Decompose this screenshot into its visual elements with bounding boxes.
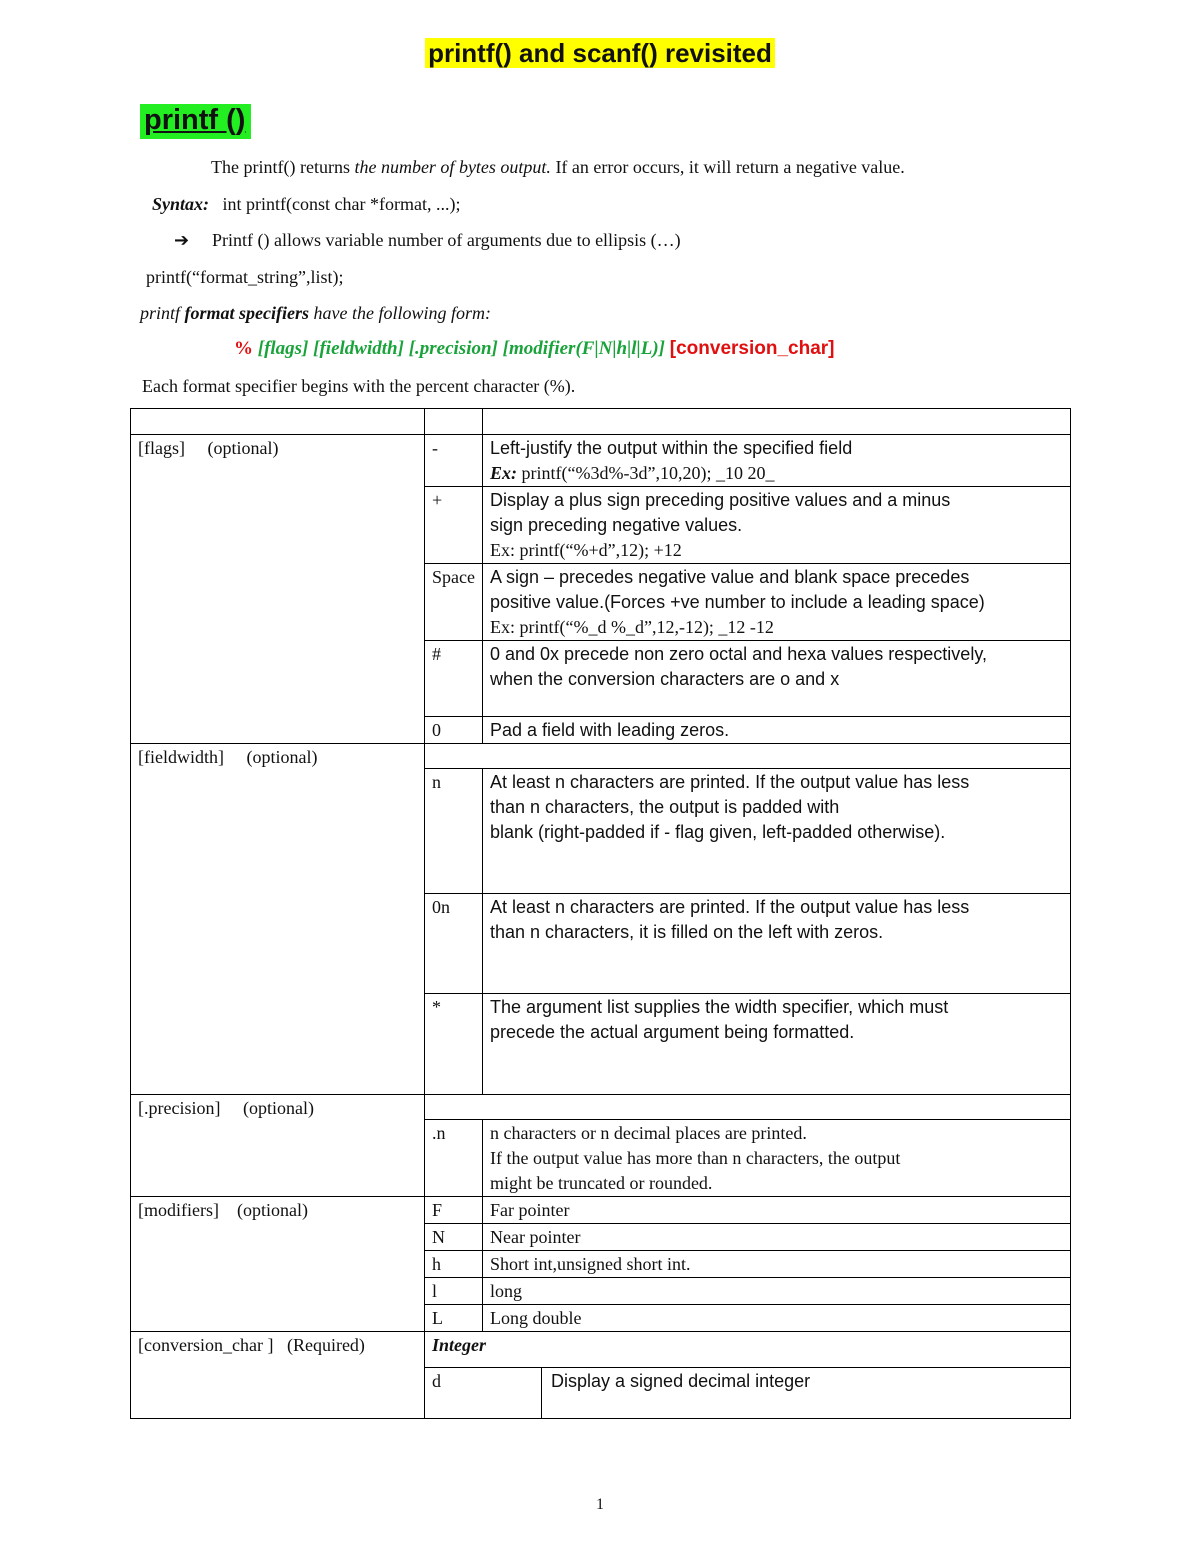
modifiers-label: [modifiers]: [138, 1200, 219, 1220]
flag-example-text: printf(“%3d%-3d”,10,20); _10 20_: [517, 463, 775, 483]
format-intro-b: format specifiers: [184, 303, 309, 323]
intro-text-2: If an error occurs, it will return a negative value.: [550, 157, 905, 177]
fieldwidth-desc-line: At least n characters are printed. If the output value has less: [490, 772, 970, 792]
table-header-row: [131, 409, 1071, 435]
format-fieldwidth: [fieldwidth]: [313, 338, 404, 359]
fieldwidth-key: *: [425, 994, 483, 1095]
modifier-desc: Short int,unsigned short int.: [483, 1251, 1071, 1278]
modifiers-optional: (optional): [236, 1200, 308, 1220]
conversion-row-cell: [425, 1368, 1071, 1419]
document-title: [0, 38, 1200, 69]
flag-example-text: Ex: printf(“%_d %_d”,12,-12); _12 -12: [490, 617, 774, 637]
flag-example-label: Ex:: [490, 463, 517, 483]
flag-desc-line: 0 and 0x precede non zero octal and hexa values respectively,: [490, 644, 987, 664]
format-specifier-line: [234, 338, 835, 360]
flags-optional: (optional): [207, 438, 279, 458]
fieldwidth-desc-line: The argument list supplies the width specifier, which must: [490, 997, 949, 1017]
fieldwidth-desc-line: blank (right-padded if - flag given, left-padded otherwise).: [490, 822, 946, 842]
conversion-desc: Display a signed decimal integer: [551, 1371, 811, 1391]
table-row: [131, 1197, 1071, 1224]
table-row: [131, 435, 1071, 487]
flag-key: #: [425, 641, 483, 717]
flag-desc-line: when the conversion characters are o and x: [490, 669, 840, 689]
flag-key: +: [425, 487, 483, 564]
modifier-desc: long: [483, 1278, 1071, 1305]
modifiers-label-cell: [131, 1197, 425, 1332]
precision-desc-line: If the output value has more than n characters, the output: [490, 1148, 901, 1168]
flag-desc: [483, 487, 1071, 564]
format-modifier: [modifier(F|N|h|l|L)]: [502, 338, 666, 359]
modifier-key: N: [425, 1224, 483, 1251]
conversion-label-cell: [131, 1332, 425, 1419]
conversion-key: d: [425, 1368, 542, 1418]
format-precision: [.precision]: [408, 338, 498, 359]
flag-desc-line: sign preceding negative values.: [490, 515, 743, 535]
conversion-label: [conversion_char ]: [138, 1335, 274, 1355]
flag-example-text: Ex: printf(“%+d”,12); +12: [490, 540, 682, 560]
intro-emphasis: the number of bytes output.: [354, 157, 551, 177]
modifier-key: l: [425, 1278, 483, 1305]
table-cell: [425, 1095, 1071, 1120]
fieldwidth-desc-line: than n characters, the output is padded with: [490, 797, 840, 817]
syntax-label: Syntax:: [152, 194, 210, 214]
format-intro-line: [140, 303, 491, 324]
modifier-key: L: [425, 1305, 483, 1332]
precision-label-cell: [131, 1095, 425, 1197]
flag-desc: [483, 435, 1071, 487]
modifier-key: F: [425, 1197, 483, 1224]
modifier-desc: Near pointer: [483, 1224, 1071, 1251]
modifier-desc: Far pointer: [483, 1197, 1071, 1224]
table-cell: [483, 409, 1071, 435]
flag-desc-line: positive value.(Forces +ve number to include a leading space): [490, 592, 985, 612]
format-intro-a: printf: [140, 303, 185, 323]
format-conversion: [conversion_char]: [669, 338, 835, 359]
specifier-table: [130, 408, 1071, 1419]
document-title-text: printf() and scanf() revisited: [425, 38, 775, 68]
precision-optional: (optional): [242, 1098, 314, 1118]
fieldwidth-desc-line: At least n characters are printed. If the output value has less: [490, 897, 970, 917]
precision-label: [.precision]: [138, 1098, 221, 1118]
precision-desc: [483, 1120, 1071, 1197]
precision-desc-line: might be truncated or rounded.: [490, 1173, 713, 1193]
flag-desc: [483, 564, 1071, 641]
table-cell: [131, 409, 425, 435]
flags-label-cell: [131, 435, 425, 744]
format-intro-c: have the following form:: [309, 303, 491, 323]
fieldwidth-key: 0n: [425, 894, 483, 994]
fieldwidth-key: n: [425, 769, 483, 894]
syntax-line: [152, 194, 460, 215]
flag-desc-line: Display a plus sign preceding positive values and a minus: [490, 490, 951, 510]
precision-desc-line: n characters or n decimal places are printed.: [490, 1123, 807, 1143]
precision-key: .n: [425, 1120, 483, 1197]
syntax-text: int printf(const char *format, ...);: [222, 194, 461, 214]
arrow-line: [174, 230, 681, 251]
flag-desc: [483, 717, 1071, 744]
right-arrow-icon: ➔: [174, 230, 190, 250]
flags-label: [flags]: [138, 438, 185, 458]
intro-paragraph: [211, 157, 905, 178]
table-row: [131, 744, 1071, 769]
fieldwidth-desc: [483, 894, 1071, 994]
format-percent: %: [234, 338, 253, 359]
fieldwidth-desc-line: precede the actual argument being formatted.: [490, 1022, 855, 1042]
intro-text-1: The printf() returns: [211, 157, 355, 177]
section-heading: printf (): [140, 104, 251, 139]
call-form-line: printf(“format_string”,list);: [146, 267, 344, 287]
flag-desc-line: A sign – precedes negative value and blank space precedes: [490, 567, 970, 587]
conversion-subheading-cell: [425, 1332, 1071, 1368]
conversion-subheading: Integer: [432, 1335, 486, 1355]
flag-key: -: [425, 435, 483, 487]
table-cell: [425, 744, 1071, 769]
begins-line: Each format specifier begins with the percent character (%).: [142, 376, 576, 396]
fieldwidth-label-cell: [131, 744, 425, 1095]
fieldwidth-optional: (optional): [246, 747, 318, 767]
modifier-desc: Long double: [483, 1305, 1071, 1332]
modifier-key: h: [425, 1251, 483, 1278]
conversion-required: (Required): [286, 1335, 365, 1355]
flag-key: 0: [425, 717, 483, 744]
flag-example: [490, 461, 1063, 486]
format-flags: [flags]: [257, 338, 309, 359]
table-row: [131, 1095, 1071, 1120]
table-cell: [425, 409, 483, 435]
flag-desc-line: Left-justify the output within the specified field: [490, 438, 853, 458]
fieldwidth-desc: [483, 769, 1071, 894]
flag-desc: [483, 641, 1071, 717]
flag-key: Space: [425, 564, 483, 641]
fieldwidth-desc-line: than n characters, it is filled on the left with zeros.: [490, 922, 884, 942]
flag-desc-line: Pad a field with leading zeros.: [490, 720, 730, 740]
page-number: 1: [596, 1496, 604, 1513]
table-row: [131, 1332, 1071, 1368]
arrow-line-text: Printf () allows variable number of arguments due to ellipsis (…): [212, 230, 681, 250]
fieldwidth-desc: [483, 994, 1071, 1095]
fieldwidth-label: [fieldwidth]: [138, 747, 224, 767]
